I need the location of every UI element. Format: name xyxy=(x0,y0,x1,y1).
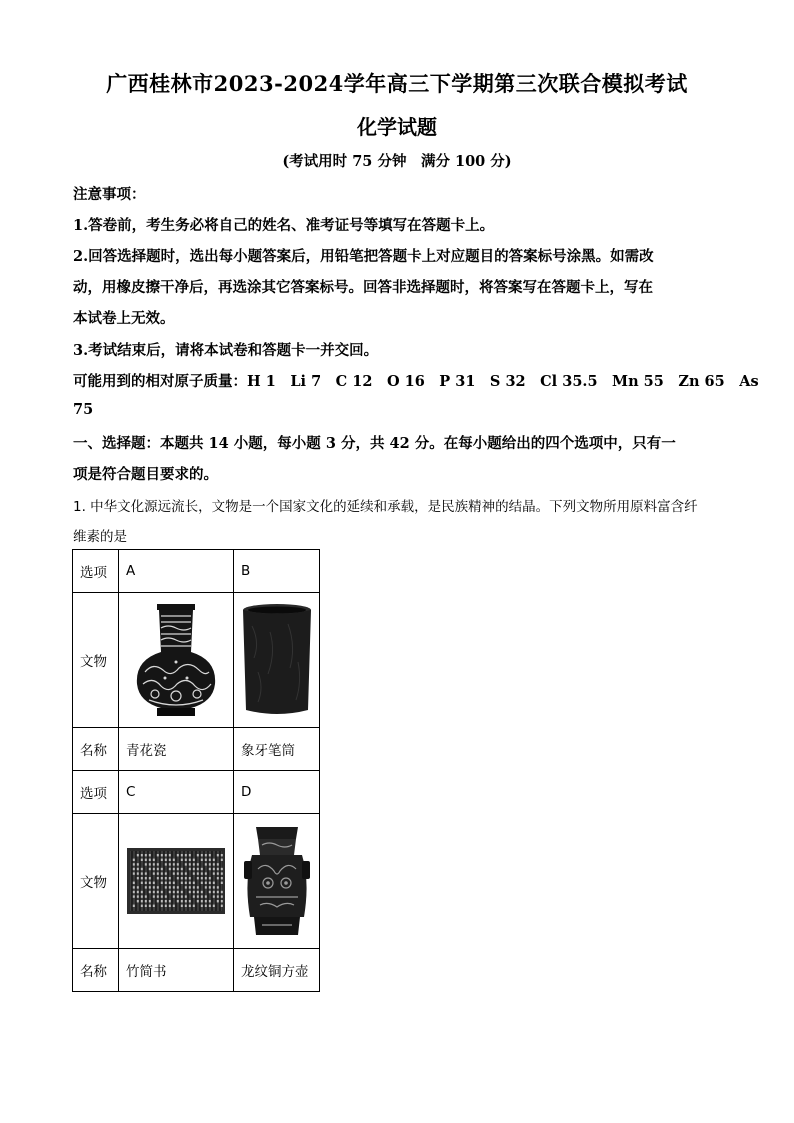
exam-title: 广西桂林市2023-2024学年高三下学期第三次联合模拟考试 xyxy=(106,71,688,96)
notice-item-2-line-2: 动，用橡皮擦干净后，再选涂其它答案标号。回答非选择题时，将答案写在答题卡上，写在 xyxy=(73,279,653,296)
option-b-label: B xyxy=(234,550,320,593)
row-label-option: 选项 xyxy=(73,771,119,814)
exam-info: (考试用时 75 分钟 满分 100 分) xyxy=(282,153,512,170)
name-a: 青花瓷 xyxy=(119,728,234,771)
table-row xyxy=(73,593,320,728)
subject-title: 化学试题 xyxy=(357,115,437,139)
section-1-line-1: 一、选择题：本题共 14 小题，每小题 3 分，共 42 分。在每小题给出的四个选项中，只有一 xyxy=(73,435,676,452)
question-1-line-2: 维素的是 xyxy=(73,529,127,545)
atomic-masses-line-1: 可能用到的相对原子质量：H 1 Li 7 C 12 O 16 P 31 S 32 Cl 35.5 Mn 55 Zn 65 As xyxy=(73,373,759,390)
question-1-line-1: 1. 中华文化源远流长，文物是一个国家文化的延续和承载，是民族精神的结晶。下列文物所用原料富含纤 xyxy=(73,499,698,515)
row-label-name: 名称 xyxy=(73,949,119,992)
row-label-artifact: 文物 xyxy=(73,814,119,949)
notice-item-2-line-3: 本试卷上无效。 xyxy=(73,310,175,327)
row-label-name: 名称 xyxy=(73,728,119,771)
notice-item-2-line-1: 2.回答选择题时，选出每小题答案后，用铅笔把答题卡上对应题目的答案标号涂黑。如需改 xyxy=(73,248,654,265)
table-row xyxy=(73,949,320,992)
porcelain-vase-icon xyxy=(131,602,221,718)
bronze-square-pot-icon xyxy=(242,821,312,941)
ivory-brush-pot-icon xyxy=(240,602,314,718)
table-row xyxy=(73,771,320,814)
name-d: 龙纹铜方壶 xyxy=(234,949,320,992)
artifact-image-d xyxy=(234,814,320,949)
notice-item-1: 1.答卷前，考生务必将自己的姓名、准考证号等填写在答题卡上。 xyxy=(73,217,495,234)
artifact-image-b xyxy=(234,593,320,728)
atomic-masses-line-2: 75 xyxy=(73,401,94,418)
table-row xyxy=(73,728,320,771)
option-d-label: D xyxy=(234,771,320,814)
artifact-image-a xyxy=(119,593,234,728)
bamboo-slips-icon xyxy=(126,846,226,916)
name-b: 象牙笔筒 xyxy=(234,728,320,771)
table-row xyxy=(73,550,320,593)
option-c-label: C xyxy=(119,771,234,814)
section-1-line-2: 项是符合题目要求的。 xyxy=(73,466,218,483)
table-row xyxy=(73,814,320,949)
artifact-image-c xyxy=(119,814,234,949)
row-label-option: 选项 xyxy=(73,550,119,593)
artifact-table xyxy=(72,549,320,992)
notice-item-3: 3.考试结束后，请将本试卷和答题卡一并交回。 xyxy=(73,342,379,359)
name-c: 竹简书 xyxy=(119,949,234,992)
notice-heading: 注意事项： xyxy=(73,186,146,203)
row-label-artifact: 文物 xyxy=(73,593,119,728)
option-a-label: A xyxy=(119,550,234,593)
